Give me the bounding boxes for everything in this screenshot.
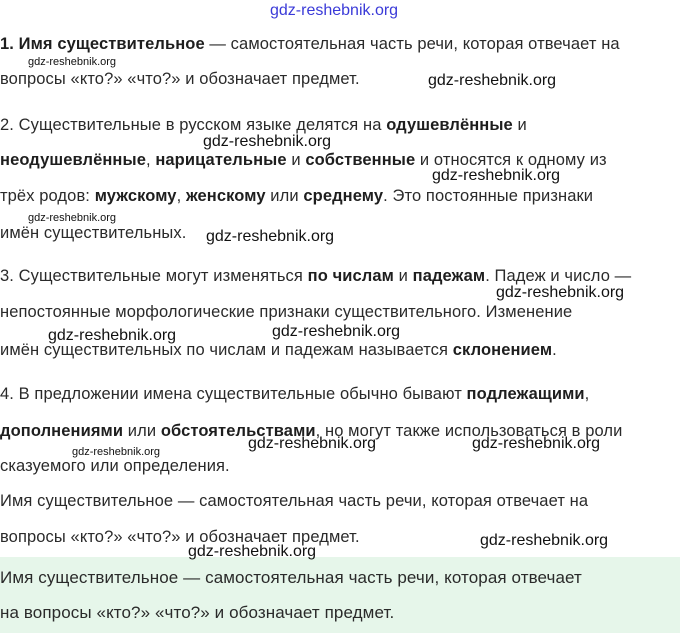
text: , xyxy=(145,151,156,169)
watermark: gdz-reshebnik.org xyxy=(428,72,557,89)
paragraph-number: 1. xyxy=(0,35,19,53)
watermark: gdz-reshebnik.org xyxy=(206,228,335,245)
watermark: gdz-reshebnik.org xyxy=(480,532,609,549)
watermark: gdz-reshebnik.org xyxy=(48,327,177,344)
paragraph-3-line-2: непостоянные морфологические признаки существительного. Изменение xyxy=(0,303,573,321)
term-cases: падежам xyxy=(412,267,486,285)
paragraph-2-line-3 xyxy=(0,187,593,206)
term-subjects: подлежащими xyxy=(466,385,585,403)
text: имён существительных по числам и падежам называется xyxy=(0,341,453,359)
text: — самостоятельная часть речи, которая отвечает на xyxy=(204,35,620,53)
watermark: gdz-reshebnik.org xyxy=(496,284,625,301)
text: и xyxy=(393,267,413,285)
highlight-line-1: Имя существительное — самостоятельная часть речи, которая отвечает xyxy=(0,568,582,587)
watermark: gdz-reshebnik.org xyxy=(28,56,117,68)
text: 4. В предложении имена существительные обычно бывают xyxy=(0,385,467,403)
watermark: gdz-reshebnik.org xyxy=(432,167,561,184)
text: . xyxy=(552,341,557,359)
paragraph-1-line-2: вопросы «кто?» «что?» и обозначает предмет. xyxy=(0,70,360,88)
text: и относятся к одному из xyxy=(415,151,607,169)
watermark-header: gdz-reshebnik.org xyxy=(270,2,399,19)
paragraph-4-line-3: сказуемого или определения. xyxy=(0,457,230,475)
text: , xyxy=(584,385,590,403)
text: и xyxy=(512,116,527,134)
text: 2. Существительные в русском языке делятся на xyxy=(0,116,387,134)
watermark: gdz-reshebnik.org xyxy=(188,543,317,560)
text: и xyxy=(286,151,306,169)
watermark: gdz-reshebnik.org xyxy=(472,435,601,452)
term-neuter: среднему xyxy=(303,187,384,205)
summary-line-2: вопросы «кто?» «что?» и обозначает предмет. xyxy=(0,528,360,546)
highlight-line-2: на вопросы «кто?» «что?» и обозначает предмет. xyxy=(0,603,395,622)
text: . Это постоянные признаки xyxy=(383,187,594,205)
term-objects: дополнениями xyxy=(0,422,124,440)
term-feminine: женскому xyxy=(185,187,266,205)
text: , xyxy=(176,187,186,205)
term-animate: одушевлённые xyxy=(386,116,513,134)
paragraph-3-line-3 xyxy=(0,341,557,360)
watermark: gdz-reshebnik.org xyxy=(28,212,117,224)
term-noun: Имя существительное xyxy=(18,35,205,53)
summary-line-1: Имя существительное — самостоятельная часть речи, которая отвечает на xyxy=(0,492,589,510)
term-common: нарицательные xyxy=(155,151,287,169)
text: . Падеж и число — xyxy=(485,267,632,285)
text: трёх родов: xyxy=(0,187,95,205)
text: , но могут также использоваться в роли xyxy=(315,422,623,440)
text: или xyxy=(265,187,304,205)
watermark: gdz-reshebnik.org xyxy=(272,323,401,340)
watermark: gdz-reshebnik.org xyxy=(248,435,377,452)
term-by-number: по числам xyxy=(307,267,394,285)
term-declension: склонением xyxy=(452,341,553,359)
paragraph-4-line-1 xyxy=(0,385,589,404)
term-inanimate: неодушевлённые xyxy=(0,151,146,169)
paragraph-1-line-1 xyxy=(0,35,620,54)
term-adverbials: обстоятельствами xyxy=(160,422,316,440)
term-masculine: мужскому xyxy=(94,187,177,205)
text: 3. Существительные могут изменяться xyxy=(0,267,308,285)
term-proper: собственные xyxy=(305,151,416,169)
text: или xyxy=(123,422,161,440)
paragraph-2-line-4: имён существительных. xyxy=(0,224,187,242)
watermark: gdz-reshebnik.org xyxy=(72,446,161,458)
watermark: gdz-reshebnik.org xyxy=(203,133,332,150)
